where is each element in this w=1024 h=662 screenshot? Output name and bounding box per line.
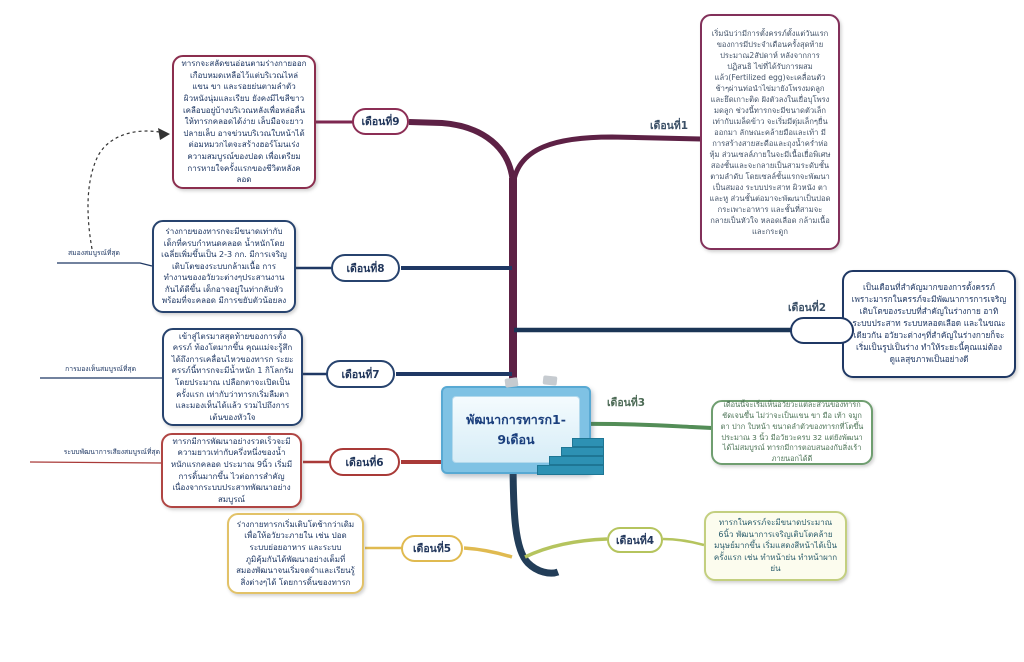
month-2-label[interactable] bbox=[776, 299, 838, 316]
month-1-note-text: เริ่มนับว่ามีการตั้งครรภ์ตั้งแต่วันแรกของการมีประจำเดือนครั้งสุดท้าย ประมาณ2สัปดาห์ หลังจากการปฏิสนธิ ไข่ที่ได้รับการผสมแล้ว(Fertilized egg)จะเคลื่อนตัวช้าๆผ่านท่อนำไข่มายังโพรงมดลูก และยึดเกาะติด ฝังตัวลงในเยื่อบุโพรงมดลูก ช่วงนี้ทารกจะมีขนาดตัวเล็กเท่ากับเมล็ดข้าว จะเริ่มมีตุ่มเล็กๆยื่นออกมา ลักษณะคล้ายมือและเท้า มีการสร้างสายสะดือและถุงน้ำคร่ำห่อหุ้ม ส่วนเซลล์ภายในจะมีเนื้อเยื่อพิเศษสองชั้นและจะกลายเป็นสามระดับชั้นตามลำดับ โดยเซลล์ชั้นแรกจะพัฒนาเป็นสมอง ระบบประสาท ผิวหนัง ตา และหู ส่วนชั้นต่อมาจะพัฒนาเป็นปอด กระเพาะอาหาร และชั้นที่สามจะกลายเป็นหัวใจ หลอดเลือด กล้ามเนื้อและกระดูก bbox=[709, 28, 831, 236]
month-9-pill-label: เดือนที่9 bbox=[361, 116, 400, 128]
month-5-note-text: ร่างกายทารกเริ่มเติบโตช้ากว่าเดิมเพื่อให้อวัยวะภายใน เช่น ปอด ระบบย่อยอาหาร และระบบภูมิคุ้มกันได้พัฒนาอย่างเต็มที่ สมองพัฒนาจนเริ่มจดจำและเรียนรู้สิ่งต่างๆได้ โดยการดิ้นของทารก bbox=[236, 519, 355, 587]
month-1-label-text: เดือนที่1 bbox=[649, 120, 689, 132]
side-label-sound[interactable] bbox=[28, 448, 160, 456]
month-1-note[interactable] bbox=[700, 14, 840, 250]
month-9-note-text: ทารกจะสลัดขนอ่อนตามร่างกายออกเกือบหมดเหลือไว้แต่บริเวณไหล่ แขน ขา และรอยย่นตามลำตัว ผิวหนังนุ่มและเรียบ ยังคงมีไขสีขาวเคลือบอยู่บ้างบริเวณหลังเพื่อหล่อลื่นให้ทารกคลอดได้ง่าย เล็บมือจะยาว ปลายเล็บ อาจข่วนบริเวณใบหน้าได้ ต่อมหมวกไตจะสร้างฮอร์โมนเร่งความสมบูรณ์ของปอด เพื่อเตรียมการหายใจครั้งแรกของชีวิตหลังคลอด bbox=[181, 59, 307, 185]
month-3-note[interactable] bbox=[711, 400, 873, 465]
month-4-pill-label: เดือนที่4 bbox=[615, 534, 655, 547]
month-1-label[interactable] bbox=[634, 117, 704, 134]
month-2-note-text: เป็นเดือนที่สำคัญมากของการตั้งครรภ์ เพราะมารกในครรภ์จะมีพัฒนาการการเจริญเติบโตของระบบที่สำคัญในร่างกาย อาทิ ระบบประสาท ระบบหลอดเลือด และในขณะเดียวกัน อวัยวะต่างๆที่สำคัญในร่างกายก็จะเริ่มเป็นรูปเป็นร่าง ทำให้ระยะนี้คุณแม่ต้องดูแลสุขภาพเป็นอย่างดี bbox=[851, 282, 1007, 364]
month-3-label[interactable] bbox=[595, 394, 657, 411]
month-9-pill[interactable] bbox=[352, 108, 409, 135]
side-label-brain[interactable] bbox=[55, 249, 133, 257]
month-7-pill-label: เดือนที่7 bbox=[341, 368, 380, 381]
month-5-pill-label: เดือนที่5 bbox=[412, 543, 452, 555]
month-4-pill[interactable] bbox=[607, 527, 663, 553]
month-6-note[interactable] bbox=[161, 433, 302, 508]
month-8-note[interactable] bbox=[152, 220, 296, 313]
month-3-label-text: เดือนที่3 bbox=[606, 397, 646, 409]
month-7-note-text: เข้าสู่ไตรมาสสุดท้ายของการตั้งครรภ์ ท้องโตมากขึ้น คุณแม่จะรู้สึกได้ถึงการเคลื่อนไหวของทารก ระยะครรภ์นี้ทารกจะมีน้ำหนัก 1 กิโลกรัมโดยประมาณ เปลือกตาจะเปิดเป็นครั้งแรก เท่ากับว่าทารกเริ่มลืมตาและมองเห็นได้แล้ว รวมไปถึงการเต้นของหัวใจ bbox=[171, 331, 294, 422]
month-8-note-text: ร่างกายของทารกจะมีขนาดเท่ากับเด็กที่ครบกำหนดคลอด น้ำหนักโดยเฉลี่ยเพิ่มขึ้นเป็น 2-3 กก. มีการเจริญเติบโตของระบบกล้ามเนื้อ การทำงานของอวัยวะต่างๆประสานงานกันได้ดีขึ้น เด็กอาจอยู่ในท่ากลับหัวพร้อมที่จะคลอด มีการขยับตัวน้อยลง bbox=[161, 226, 287, 306]
side-label-sound-text: ระบบพัฒนาการเสียงสมบูรณ์ที่สุด bbox=[63, 448, 160, 456]
side-label-brain-text: สมองสมบูรณ์ที่สุด bbox=[68, 249, 120, 257]
month-6-pill[interactable] bbox=[329, 448, 400, 476]
month-6-note-text: ทารกมีการพัฒนาอย่างรวดเร็วจะมีความยาวเท่ากับครึ่งหนึ่งของน้ำหนักแรกคลอด ประมาณ 9นิ้ว เริ่มมีการดิ้นมากขึ้น ไวต่อการสำคัญ เนื่องจากระบบประสาทพัฒนาอย่างสมบูรณ์ bbox=[170, 436, 293, 504]
month-3-note-text: เดือนนี้จะเริ่มเห็นอวัยวะแต่ละส่วนของทารกชัดเจนขึ้น ไม่ว่าจะเป็นแขน ขา มือ เท้า จมูก ตา ปาก ใบหน้า ขนาดลำตัวของทารกที่โตขึ้นประมาณ 3 นิ้ว มีอวัยวะครบ 32 แต่ยังพัฒนาได้ไม่สมบูรณ์ ทารกมีการตอบสนองกับสิ่งเร้าภายนอกได้ดี bbox=[720, 400, 864, 463]
month-8-pill[interactable] bbox=[331, 254, 400, 282]
side-label-vision-text: การมองเห็นสมบูรณ์ที่สุด bbox=[65, 365, 136, 373]
month-9-note[interactable] bbox=[172, 55, 316, 189]
central-topic-title: พัฒนาการทารก1-9เดือน bbox=[466, 411, 566, 447]
month-6-pill-label: เดือนที่6 bbox=[345, 456, 384, 469]
month-4-note-text: ทารกในครรภ์จะมีขนาดประมาณ 6นิ้ว พัฒนาการเจริญเติบโตคล้ายมนุษย์มากขึ้น เริ่มแสดงสีหน้าได้เป็นครั้งแรก เช่น ทำหน้าย่น ทำหน้าผากย่น bbox=[713, 518, 838, 574]
month-2-note[interactable] bbox=[842, 270, 1016, 378]
month-8-pill-label: เดือนที่8 bbox=[346, 262, 385, 275]
month-5-pill[interactable] bbox=[401, 535, 463, 562]
stairs-decoration bbox=[528, 430, 608, 478]
month-7-note[interactable] bbox=[162, 328, 303, 426]
side-label-vision[interactable] bbox=[30, 365, 136, 373]
month-4-note[interactable] bbox=[704, 511, 847, 581]
month-5-note[interactable] bbox=[227, 513, 364, 594]
billboard-top-decoration-left bbox=[504, 377, 518, 388]
billboard-top-decoration-right bbox=[543, 375, 558, 385]
month-7-pill[interactable] bbox=[326, 360, 395, 388]
month-2-label-text: เดือนที่2 bbox=[787, 302, 827, 314]
month-2-pill[interactable] bbox=[790, 317, 854, 344]
